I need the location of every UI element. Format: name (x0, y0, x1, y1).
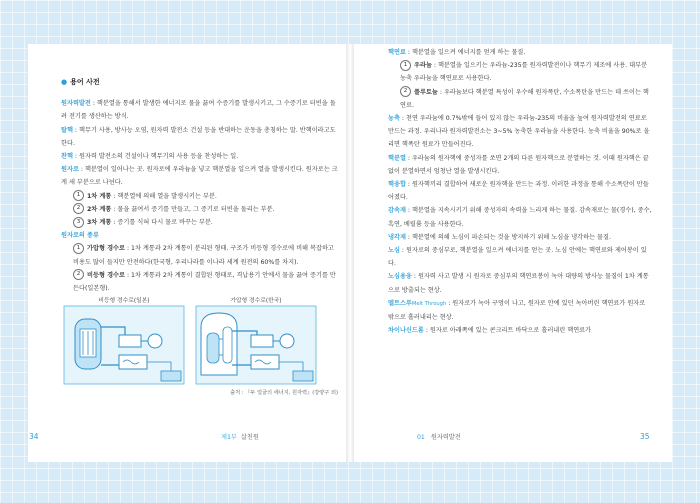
number-circle-icon: 1 (400, 60, 411, 71)
figure-source: 출처 : 『두 얼굴의 에너지, 원자력』(강양구 외) (230, 390, 338, 397)
term: 탈핵 (61, 126, 73, 134)
fuel-label: 플루토늄 (414, 88, 438, 96)
entry-pro-nuclear (61, 150, 338, 163)
term: 핵분열 (388, 154, 406, 162)
part-text: : 물을 끓여서 증기를 만들고, 그 증기로 터빈을 돌리는 부분. (111, 205, 275, 213)
fuel-label: 우라늄 (414, 62, 432, 70)
term: 감속재 (388, 207, 406, 215)
definition: : 천연 우라늄에 0.7%밖에 들어 있지 않는 우라늄-235의 비율을 높여 원자력발전의 연료로 만드는 과정. 우리나라 원자력발전소는 3~5% 농축한 우라늄을 사용한다. 농축 비율을 90%로 올리면 핵폭탄 원료가 만들어진다. (388, 115, 650, 149)
left-running-footer (221, 432, 259, 441)
figure-pwr (195, 297, 317, 385)
figure-bwr (63, 297, 185, 385)
reactor-figures (61, 297, 338, 389)
figure-caption: 비등형 경수로(일본) (98, 298, 150, 305)
term: 멜트스루 (388, 299, 412, 307)
definition: : 원자력 사고 발생 시 원자로 중심부의 핵연료봉이 녹아 대량의 방사능 물질이 1차 계통으로 방출되는 현상. (388, 273, 649, 294)
reactor-part (61, 203, 338, 216)
term: 노심용융 (388, 273, 412, 281)
term: 원자력발전 (61, 100, 91, 108)
definition: : 원자력 발전소의 건설이나 핵무기의 사용 등을 찬성하는 일. (72, 153, 239, 161)
definition: : 핵분열을 일으켜 에너지를 얻게 하는 물질. (405, 49, 526, 56)
reactor-part (61, 190, 338, 203)
part-title: 살친원 (240, 434, 259, 441)
term: 냉각재 (388, 233, 406, 241)
bullet-icon: ● (61, 78, 68, 86)
term: 원자로 (61, 166, 79, 174)
entry-anti-nuclear (61, 124, 338, 150)
definition: : 원자핵끼리 결합하여 새로운 원자핵을 만드는 과정. 이러한 과정을 통해 수소폭탄이 만들어졌다. (388, 181, 649, 202)
entry-nuclear-power (61, 97, 338, 123)
term: 찬핵 (61, 153, 73, 161)
section-heading (61, 76, 338, 89)
number-circle-icon: 1 (73, 190, 84, 201)
reactor-types-heading: 원자로의 종류 (61, 232, 100, 240)
pwr-diagram (195, 305, 317, 385)
term: 노심 (388, 247, 400, 255)
fuel-text: : 핵분열을 일으키는 우라늄-235를 원자력발전이나 핵무기 제조에 사용. 대부분 농축 우라늄을 핵연료로 사용한다. (400, 62, 648, 83)
entry-fusion (388, 178, 652, 204)
entry-china-syndrome (388, 324, 652, 337)
right-content (388, 46, 652, 337)
chapter-number: 01 (417, 434, 425, 441)
part-label: 3차 계통 (87, 219, 112, 227)
number-circle-icon: 2 (400, 86, 411, 97)
entry-coolant (388, 231, 652, 244)
part-label: 제1부 (221, 434, 237, 441)
definition: : 핵분열을 통해서 발생한 에너지로 물을 끓여 수증기를 발생시키고, 그 수증기로 터빈을 돌려 전기를 생산하는 방식. (61, 100, 336, 121)
reactor-type (61, 269, 338, 295)
definition: : 우라늄의 원자핵에 중성자를 쏘면 2개의 다른 원자핵으로 분열하는 것. 이때 원자핵은 끝없이 분열하면서 엄청난 열을 발생시킨다. (388, 154, 649, 175)
entry-melt-through (388, 297, 652, 324)
part-text: : 증기를 식혀 다시 물로 바꾸는 부분. (111, 219, 213, 227)
right-page-number: 35 (640, 432, 650, 441)
type-text: : 1차 계통과 2차 계통이 분리된 형태. 구조가 비등형 경수로에 비해 복잡하고 비용도 많이 들지만 안전하다(한국형, 우리나라를 이나라 세계 원전의 60%를 차지). (73, 245, 334, 266)
book-gutter (346, 44, 354, 462)
part-label: 1차 계통 (87, 192, 112, 200)
type-label: 비등형 경수로 (87, 271, 126, 279)
term: 차이나신드롬 (388, 327, 424, 335)
right-page (354, 44, 672, 462)
figure-caption: 가압형 경수로(한국) (230, 298, 282, 305)
definition: : 원자로 아래쪽에 있는 콘크리트 바닥으로 흘러내린 핵연료가 (423, 327, 592, 335)
number-circle-icon: 2 (73, 269, 84, 280)
entry-meltdown (388, 270, 652, 296)
entry-fission (388, 152, 652, 178)
definition: : 원자로의 중심부로, 핵분열을 일으켜 에너지를 얻는 곳. 노심 안에는 핵연료와 제어봉이 있다. (388, 247, 647, 268)
part-text: : 핵분열에 의해 열을 발생시키는 부분. (111, 192, 217, 200)
term: 농축 (388, 115, 400, 123)
definition: : 핵분열을 지속시키기 위해 중성자의 속력을 느리게 하는 물질. 감속재로는 물(경수), 중수, 흑연, 베릴륨 등을 사용한다. (388, 207, 652, 228)
number-circle-icon: 1 (73, 243, 84, 254)
entry-moderator (388, 204, 652, 230)
type-text: : 1차 계통과 2차 계통이 결합된 형태로, 격납용기 안에서 물을 끓여 증기를 만든다(일본형). (73, 271, 336, 293)
entry-reactor (61, 163, 338, 189)
definition: : 핵무기 사용, 방사능 오염, 원자력 발전소 건설 등을 반대하는 운동을 총칭하는 말. 반핵이라고도 한다. (61, 126, 336, 147)
bwr-diagram (63, 305, 185, 385)
section-title: 용어 사전 (70, 78, 100, 86)
left-content (61, 76, 338, 397)
definition: : 핵분열에 의해 노심이 파손되는 것을 방지하기 위해 노심을 냉각하는 물질. (405, 233, 611, 241)
entry-enrichment (388, 112, 652, 152)
right-running-footer (417, 432, 461, 441)
definition: : 핵분열이 일어나는 곳. 원자로에 우라늄을 넣고 핵분열을 일으켜 열을 발생시킨다. 원자로는 크게 세 부분으로 나뉜다. (61, 166, 338, 187)
part-label: 2차 계통 (87, 205, 112, 213)
definition: : 원자로가 녹아 구멍이 나고, 원자로 안에 있던 녹아버린 핵연료가 원자로 밖으로 흘러내리는 현상. (388, 299, 646, 322)
fuel-text: : 우라늄보다 핵분열 특성이 우수해 원자폭탄, 수소폭탄을 만드는 데 쓰이는 핵연료. (400, 88, 649, 109)
left-page-number: 34 (29, 432, 39, 441)
fuel-type (388, 86, 652, 112)
number-circle-icon: 3 (73, 217, 84, 228)
term: 핵융합 (388, 181, 406, 189)
term-english: Melt Through (411, 300, 447, 307)
type-label: 가압형 경수로 (87, 245, 126, 253)
reactor-part (61, 216, 338, 229)
left-page (28, 44, 346, 462)
entry-fuel (388, 46, 652, 59)
term: 핵연료 (388, 49, 406, 56)
fuel-type (388, 59, 652, 85)
reactor-type (61, 242, 338, 268)
chapter-title: 원자력발전 (430, 434, 461, 441)
number-circle-icon: 2 (73, 203, 84, 214)
entry-core (388, 244, 652, 270)
